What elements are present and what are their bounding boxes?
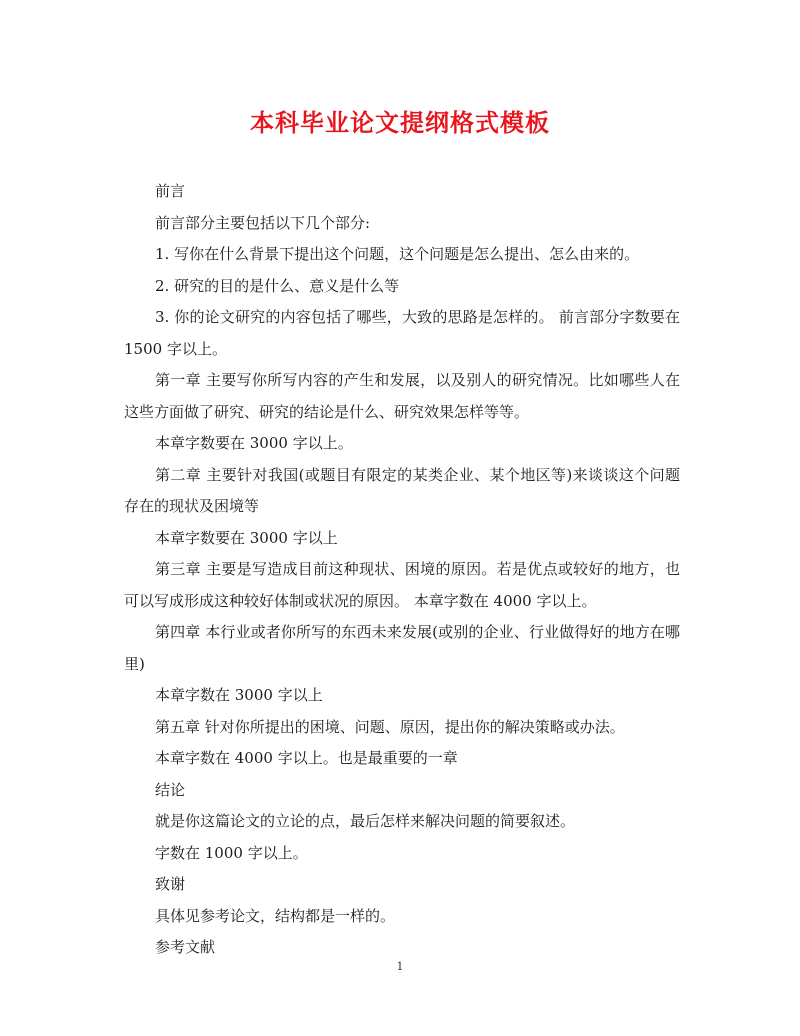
paragraph-acknowledgement-heading: 致谢 [155, 875, 186, 893]
paragraph-chapter-5: 第五章 针对你所提出的困境、问题、原因，提出你的解决策略或办法。 [155, 717, 625, 736]
paragraph-chapter-1: 第一章 主要写你所写内容的产生和发展，以及别人的研究情况。比如哪些人在这些方面做了研究、研究的结论是什么、研究效果怎样等等。 [124, 371, 680, 421]
paragraph-preface-item-2: 2. 研究的目的是什么、意义是什么等 [155, 276, 400, 295]
paragraph-preface-intro: 前言部分主要包括以下几个部分: [155, 213, 371, 232]
paragraph-references-heading: 参考文献 [155, 938, 216, 956]
paragraph-chapter-4-wordcount: 本章字数在 3000 字以上 [155, 686, 323, 704]
paragraph-acknowledgement-desc: 具体见参考论文，结构都是一样的。 [155, 906, 396, 925]
document-body [124, 176, 680, 964]
paragraph-chapter-2: 第二章 主要针对我国(或题目有限定的某类企业、某个地区等)来谈谈这个问题存在的现状及困境等 [124, 465, 680, 515]
paragraph-preface-item-1: 1. 写你在什么背景下提出这个问题，这个问题是怎么提出、怎么由来的。 [155, 245, 640, 263]
paragraph-preface-item-3: 3. 你的论文研究的内容包括了哪些，大致的思路是怎样的。 前言部分字数要在 1500 字以上。 [124, 308, 680, 358]
paragraph-chapter-4: 第四章 本行业或者你所写的东西未来发展(或别的企业、行业做得好的地方在哪里) [124, 623, 680, 673]
paragraph-chapter-2-wordcount: 本章字数要在 3000 字以上 [155, 528, 338, 547]
paragraph-chapter-3: 第三章 主要是写造成目前这种现状、困境的原因。若是优点或较好的地方，也可以写成形成这种较好体制或状况的原因。 本章字数在 4000 字以上。 [124, 560, 680, 610]
page-number: 1 [396, 960, 404, 973]
paragraph-preface-heading: 前言 [155, 182, 186, 200]
paragraph-chapter-1-wordcount: 本章字数要在 3000 字以上。 [155, 434, 353, 452]
paragraph-conclusion-heading: 结论 [155, 780, 186, 799]
paragraph-chapter-5-wordcount: 本章字数在 4000 字以上。也是最重要的一章 [155, 749, 458, 767]
paragraph-conclusion-desc: 就是你这篇论文的立论的点，最后怎样来解决问题的简要叙述。 [155, 812, 576, 830]
paragraph-conclusion-wordcount: 字数在 1000 字以上。 [155, 843, 308, 862]
document-title: 本科毕业论文提纲格式模板 [250, 108, 550, 137]
